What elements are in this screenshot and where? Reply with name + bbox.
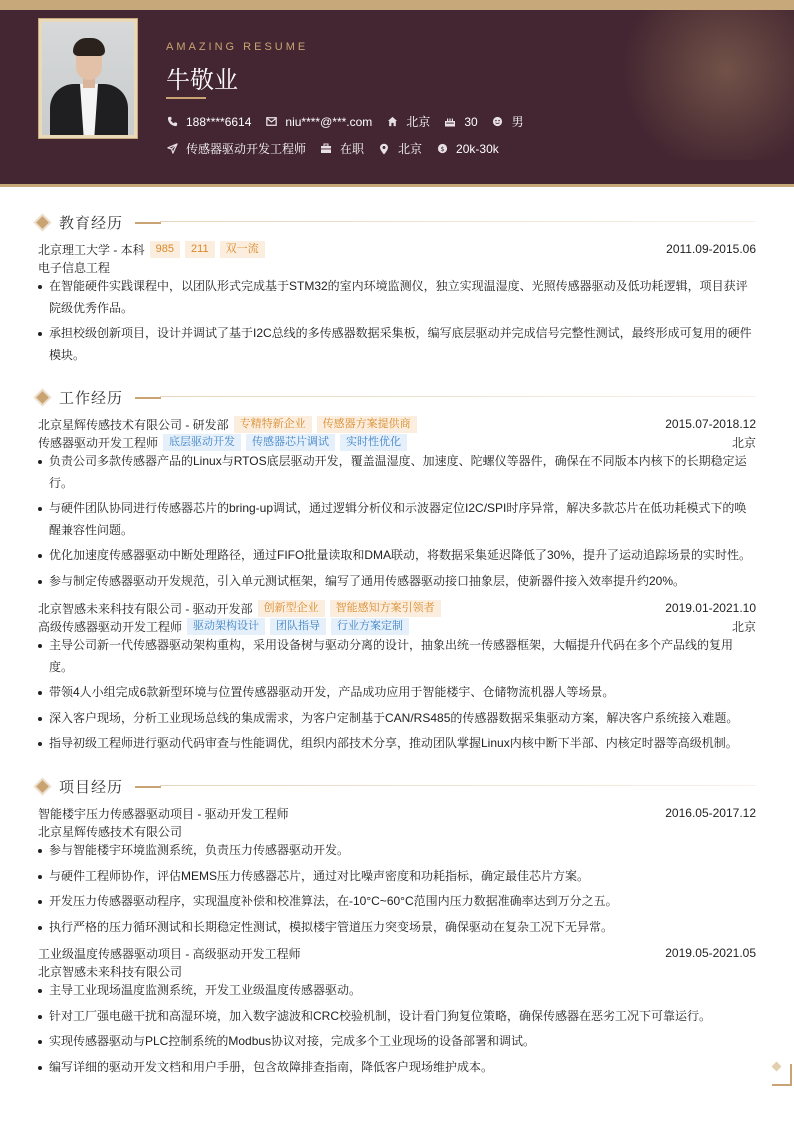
list-item: 主导公司新一代传感器驱动架构重构，采用设备树与驱动分离的设计，抽象出统一传感器框架，大幅提升代码在多个产品线的复用度。 (38, 635, 756, 678)
job-title: 高级传感器驱动开发工程师 (38, 619, 183, 634)
list-item: 主导工业现场温度监测系统，开发工业级温度传感器驱动。 (38, 980, 756, 1002)
mail-icon (265, 116, 277, 128)
bullet-list (38, 451, 756, 592)
phone-icon (166, 116, 178, 128)
school-tag: 211 (185, 241, 215, 258)
gender-icon (492, 116, 504, 128)
email-info (265, 115, 372, 129)
date-range: 2019.05-2021.05 (665, 946, 756, 960)
date-range: 2019.01-2021.10 (665, 601, 756, 615)
resume-kicker: AMAZING RESUME (166, 41, 309, 53)
list-item: 执行严格的压力循环测试和长期稳定性测试，模拟楼宇管道压力突变场景，确保驱动在复杂工况下无异常。 (38, 917, 756, 939)
project-name: 工业级温度传感器驱动项目 - 高级驱动开发工程师 (38, 946, 301, 961)
section-rule (160, 221, 756, 222)
skill-tag: 团队指导 (270, 618, 326, 635)
section-rule (160, 785, 756, 786)
status-info (320, 140, 364, 157)
list-item: 参与制定传感器驱动开发规范，引入单元测试框架，编写了通用传感器驱动接口抽象层，使新器件接入效率提升约20%。 (38, 571, 756, 593)
skill-tag: 底层驱动开发 (163, 434, 241, 451)
project-section-title (36, 776, 161, 797)
list-item: 与硬件工程师协作，评估MEMS压力传感器芯片，通过对比噪声密度和功耗指标，确定最佳芯片方案。 (38, 866, 756, 888)
list-item: 实现传感器驱动与PLC控制系统的Modbus协议对接，完成多个工业现场的设备部署和调试。 (38, 1031, 756, 1053)
date-range: 2011.09-2015.06 (666, 242, 756, 256)
gender-text: 男 (511, 115, 524, 129)
company-tag: 创新型企业 (258, 600, 325, 617)
profile-photo-frame (38, 18, 138, 139)
phone-info (166, 115, 251, 129)
school-name: 北京理工大学 - 本科 (38, 242, 145, 257)
job-intent-row (166, 140, 513, 157)
list-item: 承担校级创新项目，设计并调试了基于I2C总线的多传感器数据采集板，编写底层驱动并完成信号完整性测试，最终形成可复用的硬件模块。 (38, 323, 756, 366)
send-icon (166, 143, 178, 155)
school-tag: 双一流 (220, 241, 265, 258)
job-city: 北京 (731, 435, 756, 450)
company-tag: 智能感知方案引领者 (330, 600, 441, 617)
salary-info (436, 142, 499, 156)
list-item: 参与智能楼宇环境监测系统，负责压力传感器驱动开发。 (38, 840, 756, 862)
city-info (378, 140, 422, 157)
age-info (444, 115, 477, 129)
list-item: 针对工厂强电磁干扰和高湿环境，加入数字滤波和CRC校验机制，设计看门狗复位策略，确保传感器在恶劣工况下可靠运行。 (38, 1006, 756, 1028)
gender-info (492, 113, 524, 130)
project-entry (38, 944, 756, 1078)
target-city: 北京 (398, 142, 423, 156)
list-item: 开发压力传感器驱动程序，实现温度补偿和校准算法，在-10°C~60°C范围内压力数据准确率达到万分之五。 (38, 891, 756, 913)
age-text: 30 (464, 114, 478, 129)
briefcase-icon (320, 143, 332, 155)
job-title: 传感器驱动开发工程师 (38, 435, 159, 450)
company-name: 北京智感未来科技有限公司 - 驱动开发部 (38, 601, 253, 616)
email-address: niu****@***.com (285, 114, 373, 129)
date-range: 2016.05-2017.12 (665, 806, 756, 820)
major-name: 电子信息工程 (38, 260, 111, 275)
top-accent-bar (0, 0, 794, 10)
employment-status: 在职 (340, 142, 365, 156)
company-tag: 专精特新企业 (234, 416, 312, 433)
list-item: 优化加速度传感器驱动中断处理路径，通过FIFO批量读取和DMA联动，将数据采集延迟降低了30%，提升了运动追踪场景的实时性。 (38, 545, 756, 567)
project-company: 北京智感未来科技有限公司 (38, 964, 183, 979)
list-item: 带领4人小组完成6款新型环境与位置传感器驱动开发，产品成功应用于智能楼宇、仓储物流机器人等场景。 (38, 682, 756, 704)
section-rule (160, 396, 756, 397)
cake-icon (444, 116, 456, 128)
bullet-list (38, 635, 756, 755)
project-name: 智能楼宇压力传感器驱动项目 - 驱动开发工程师 (38, 806, 289, 821)
target-position: 传感器驱动开发工程师 (186, 142, 307, 156)
resume-header (0, 10, 794, 186)
company-tag: 传感器方案提供商 (317, 416, 417, 433)
diamond-icon (36, 216, 49, 229)
contact-row (166, 113, 538, 130)
phone-number: 188****6614 (186, 114, 252, 129)
avatar (42, 22, 134, 135)
skill-tag: 驱动架构设计 (187, 618, 265, 635)
heading-underline (135, 397, 161, 399)
school-tag: 985 (150, 241, 180, 258)
svg-text:$: $ (440, 144, 445, 153)
education-entry (38, 240, 756, 366)
list-item: 负责公司多款传感器产品的Linux与RTOS底层驱动开发，覆盖温湿度、加速度、陀螺仪等器件，确保在不同版本内核下的长期稳定运行。 (38, 451, 756, 494)
bullet-list (38, 980, 756, 1078)
location-info (386, 113, 430, 130)
education-section-title (36, 212, 161, 233)
section-heading: 工作经历 (59, 389, 124, 407)
date-range: 2015.07-2018.12 (665, 417, 756, 431)
bullet-list (38, 276, 756, 366)
pin-icon (378, 143, 390, 155)
list-item: 深入客户现场，分析工业现场总线的集成需求，为客户定制基于CAN/RS485的传感器数据采集驱动方案，解决客户系统接入难题。 (38, 708, 756, 730)
position-info (166, 140, 306, 157)
diamond-icon (36, 780, 49, 793)
job-city: 北京 (731, 619, 756, 634)
list-item: 在智能硬件实践课程中，以团队形式完成基于STM32的室内环境监测仪，独立实现温湿度、光照传感器驱动及低功耗逻辑，项目获评院级优秀作品。 (38, 276, 756, 319)
home-icon (386, 116, 398, 128)
expected-salary: 20k-30k (456, 141, 499, 156)
heading-underline (135, 222, 161, 224)
project-entry (38, 804, 756, 938)
section-heading: 项目经历 (59, 778, 124, 796)
header-accent-line (0, 184, 794, 187)
work-entry (38, 415, 756, 592)
list-item: 编写详细的驱动开发文档和用户手册，包含故障排查指南，降低客户现场维护成本。 (38, 1057, 756, 1079)
skill-tag: 传感器芯片调试 (246, 434, 335, 451)
work-section-title (36, 387, 161, 408)
location-text: 北京 (406, 115, 431, 129)
bullet-list (38, 840, 756, 938)
company-name: 北京星辉传感技术有限公司 - 研发部 (38, 417, 229, 432)
heading-underline (135, 786, 161, 788)
diamond-icon (36, 391, 49, 404)
skill-tag: 行业方案定制 (331, 618, 409, 635)
list-item: 指导初级工程师进行驱动代码审查与性能调优，组织内部技术分享，推动团队掌握Linux内核中断下半部、内核定时器等高级机制。 (38, 733, 756, 755)
section-heading: 教育经历 (59, 214, 124, 232)
list-item: 与硬件团队协同进行传感器芯片的bring-up调试，通过逻辑分析仪和示波器定位I2C/SPI时序异常，解决多款芯片在低功耗模式下的唤醒兼容性问题。 (38, 498, 756, 541)
skill-tag: 实时性优化 (340, 434, 407, 451)
money-icon (436, 143, 448, 155)
project-company: 北京星辉传感技术有限公司 (38, 824, 183, 839)
candidate-name: 牛敬业 (166, 66, 238, 94)
name-underline (166, 97, 206, 99)
work-entry (38, 599, 756, 755)
